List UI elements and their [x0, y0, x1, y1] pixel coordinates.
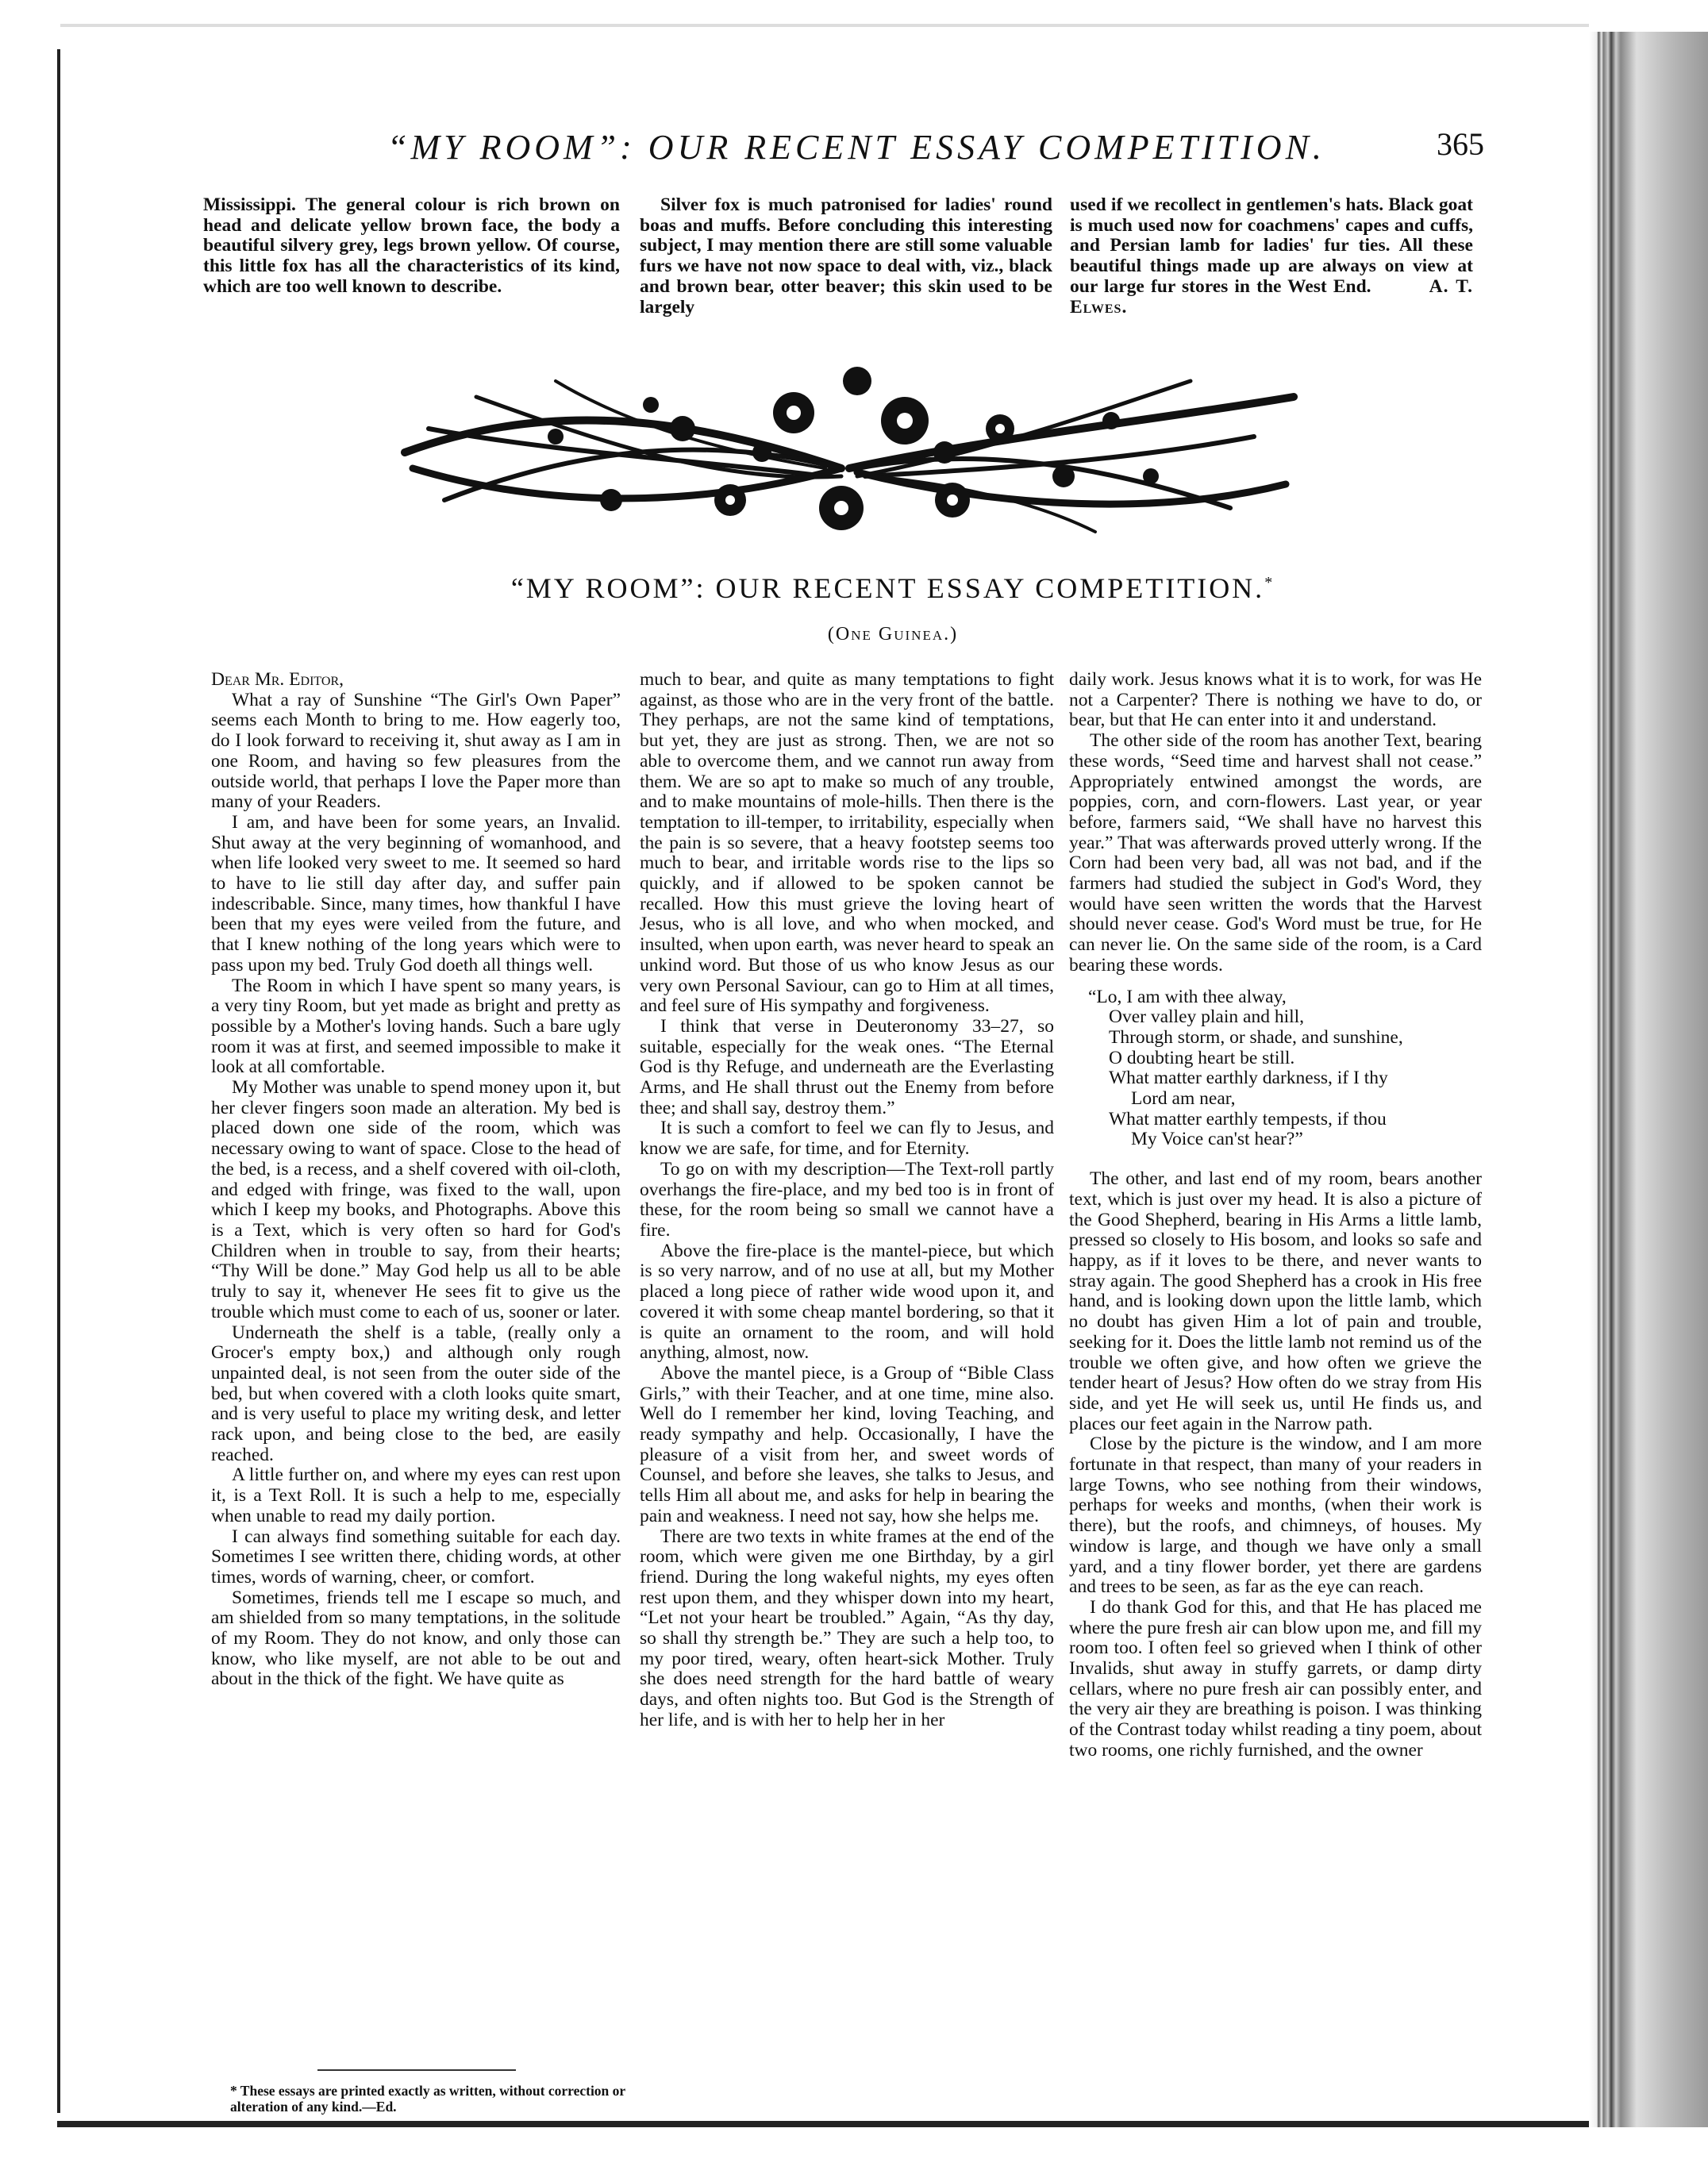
title-footnote-mark: * [1264, 574, 1275, 591]
article-title-text: “MY ROOM”: OUR RECENT ESSAY COMPETITION. [510, 572, 1265, 604]
article-column-2 [640, 670, 1054, 1731]
article-title [349, 572, 1437, 605]
article-paragraph: Above the fire-place is the mantel-piece, but which is so very narrow, and of no use at all, but my Mother placed a long piece of rather wide wood upon it, and covered it with some cheap mantel bordering, so that it is quite an ornament to the room, and will hold anything, almost, now. [640, 1240, 1054, 1364]
previous-article-column-3 [1070, 195, 1473, 318]
floral-ornament-illustration [397, 349, 1302, 548]
article-paragraph: The other, and last end of my room, bears another text, which is just over my head. It is also a picture of the Good Shepherd, bearing in His Arms a little lamb, pressed so closely to His bosom, and looks so safe and happy, as if it loves to be there, and never wants to stray again. The good Shepherd has a crook in His free hand, and is looking down upon the little lamb, which no doubt has given Him a lot of pain and trouble, seeking for it. Does the little lamb not remind us of the trouble we often give, and how often we grieve the tender heart of Jesus? How often do we stray from His side, and yet He will seek us, until He finds us, and places our feet again in the Narrow path. [1069, 1168, 1482, 1434]
article-paragraph: Sometimes, friends tell me I escape so much, and am shielded from so many temptations, in the solitude of my Room. They do not know, and only those can know, who like myself, are not able to be out and about in the thick of the fight. We have quite as [211, 1587, 621, 1690]
page-top-edge [60, 24, 1589, 27]
previous-article-column-2 [640, 195, 1052, 318]
article-paragraph: My Mother was unable to spend money upon it, but her clever fingers soon made an alteration. My bed is placed down one side of the room, which was necessary owing to want of space. Close to the head of the bed, is a recess, and a shelf covered with oil-cloth, and edged with fringe, was fixed to the wall, upon which I keep my books, and Photographs. Above this is a Text, which is very often so hard for God's Children when in trouble to say, from their hearts; “Thy Will be done.” May God help us all to be able truly to say it, whenever He sees fit to give us the trouble which must come to each of us, sooner or later. [211, 1077, 621, 1322]
article-paragraph: much to bear, and quite as many temptations to fight against, as those who are in the very front of the battle. They perhaps, are not the same kind of temptations, but yet, they are just as strong. Then, we are not so able to overcome them, and we cannot run away from them. We are so apt to make so much of any trouble, and to make mountains of mole-hills. Then there is the temptation to ill-temper, to irritability, especially when the pain is so severe, that a heavy footstep seems too much to bear, and irritable words rise to the lips so quickly, and if allowed to be spoken cannot be recalled. How this must grieve the loving heart of Jesus, who is all love, and who when mocked, and insulted, when upon earth, was never heard to speak an unkind word. But those of us who know Jesus as our very own Personal Saviour, can go to Him at all times, and feel sure of His sympathy and forgiveness. [640, 669, 1054, 1017]
article-paragraph: The Room in which I have spent so many years, is a very tiny Room, but yet made as bright and pretty as possible by a Mother's loving hands. Such a bare ugly room it was at first, and seemed impossible to make it look at all comfortable. [211, 975, 621, 1078]
previous-article-paragraph: Silver fox is much patronised for ladies' round boas and muffs. Before concluding this interesting subject, I may mention there are still some valuable furs we have not now space to deal with, viz., black and brown bear, otter beaver; this skin used to be largely [640, 194, 1052, 318]
article-paragraph: I can always find something suitable for each day. Sometimes I see written there, chiding words, at other times, words of warning, cheer, or comfort. [211, 1526, 621, 1588]
article-paragraph: Underneath the shelf is a table, (really only a Grocer's empty box,) and although only rough unpainted deal, is not seen from the outer side of the bed, but when covered with a cloth looks quite smart, and is very useful to place my writing desk, and letter rack upon, and being close to the bed, are easily reached. [211, 1322, 621, 1465]
author-signature: A. T. Elwes. [1070, 275, 1474, 318]
article-paragraph: What a ray of Sunshine “The Girl's Own Paper” seems each Month to bring to me. How eagerly too, do I look forward to receiving it, shut away as I am in one Room, and having so few pleasures from the outside world, that perhaps I love the Paper more than many of your Readers. [211, 689, 621, 813]
poem-line: O doubting heart be still. [1109, 1047, 1295, 1068]
article-paragraph: I am, and have been for some years, an Invalid. Shut away at the very beginning of womanhood, and when life looked very sweet to me. It seemed so hard to have to lie still day after day, and suffer pain indescribable. Since, many times, how thankful I have been that my eyes were veiled from the future, and that I knew nothing of the long years which were to pass upon my bed. Truly God doeth all things well. [211, 811, 621, 976]
article-paragraph: I do thank God for this, and that He has placed me where the pure fresh air can blow upon me, and fill my room too. I often feel so grieved when I think of other Invalids, shut away in stuffy garrets, or damp dirty cellars, where no pure fresh air can possibly enter, and the very air they are breathing is poison. I was thinking of the Contrast today whilst reading a tiny poem, about two rooms, one richly furnished, and the owner [1069, 1596, 1482, 1761]
article-paragraph: I think that verse in Deuteronomy 33–27, so suitable, especially for the weak ones. “The Eternal God is thy Refuge, and underneath are the Everlasting Arms, and He shall thrust out the Enemy from before thee; and shall say, destroy them.” [640, 1015, 1054, 1118]
page-number: 365 [1437, 126, 1484, 162]
page-bottom-border [57, 2121, 1613, 2127]
article-paragraph: The other side of the room has another Text, bearing these words, “Seed time and harvest shall not cease.” Appropriately entwined amongst the words, are poppies, corn, and corn-flowers. Last year, or year before, farmers said, “We shall have no harvest this year.” That was afterwards proved utterly wrong. If the Corn had been very bad, all was not bad, and if the farmers had studied the subject in God's Word, they would have seen written the words that the Harvest should never cease. God's Word must be true, for He can never lie. On the same side of the room, is a Card bearing these words. [1069, 730, 1482, 976]
poem-line: Through storm, or shade, and sunshine, [1109, 1026, 1403, 1048]
page-left-border [57, 49, 60, 2113]
article-paragraph: To go on with my description—The Text-roll partly overhangs the fire-place, and my bed too is in front of these, for the room being so small we cannot have a fire. [640, 1158, 1054, 1241]
article-paragraph: A little further on, and where my eyes can rest upon it, is a Text Roll. It is such a help to me, especially when unable to read my daily portion. [211, 1464, 621, 1526]
article-column-1 [211, 670, 621, 1690]
article-paragraph: Above the mantel piece, is a Group of “Bible Class Girls,” with their Teacher, and at one time, mine also. Well do I remember her kind, loving Teaching, and ready sympathy and help. Occasionally, I have the pleasure of a visit from her, and sweet words of Counsel, and before she leaves, she talks to Jesus, and tells Him all about me, and asks for help in bearing the pain and weakness. I need not say, how she helps me. [640, 1362, 1054, 1526]
poem-line: My Voice can'st hear?” [1131, 1129, 1303, 1150]
article-paragraph: Close by the picture is the window, and I am more fortunate in that respect, than many of your readers in large Towns, who see nothing from their windows, perhaps for weeks and months, (when their work is there), but the roofs, and chimneys, of houses. My window is large, and though we have only a small yard, and a tiny flower border, yet there are gardens and trees to be seen, as far as the eye can reach. [1069, 1434, 1482, 1598]
article-paragraph: There are two texts in white frames at the end of the room, which were given me one Birthday, by a girl friend. During the long wakeful nights, my eyes often rest upon them, and they whisper down into my heart, “Let not your heart be troubled.” Again, “As thy day, so shall thy strength be.” They are such a help too, to my poor tired, weary, often heart-sick Mother. Truly she does need strength for the hard battle of weary days, and often nights too. But God is the Strength of her life, and is with her to help her in her [640, 1526, 1054, 1730]
running-head: “MY ROOM”: OUR RECENT ESSAY COMPETITION. [387, 128, 1325, 167]
poem [1088, 987, 1482, 1151]
poem-line: Lord am near, [1131, 1088, 1236, 1110]
book-page-stack [1589, 32, 1708, 2127]
footnote: * These essays are printed exactly as written, without correction or alteration of any kind.—Ed. [230, 2083, 625, 2115]
footnote-rule [317, 2069, 516, 2071]
salutation: Dear Mr. Editor, [211, 669, 344, 690]
poem-line: What matter earthly darkness, if I thy [1109, 1068, 1388, 1089]
previous-article-column-1 [203, 195, 620, 298]
previous-article-text: used if we recollect in gentlemen's hats. Black goat is much used now for coachmens' capes and cuffs, and Persian lamb for ladies' fur ties. All these beautiful things made up are always on view at our large fur stores in the West End. [1070, 194, 1473, 297]
previous-article-paragraph [1070, 195, 1473, 318]
poem-line: “Lo, I am with thee alway, [1088, 986, 1287, 1007]
article-paragraph: daily work. Jesus knows what it is to work, for was He not a Carpenter? There is nothing we have to do, or bear, but that He can enter into it and understand. [1069, 669, 1482, 731]
article-paragraph: It is such a comfort to feel we can fly to Jesus, and know we are safe, for time, and for Eternity. [640, 1118, 1054, 1160]
article-column-3 [1069, 670, 1482, 1761]
poem-line: What matter earthly tempests, if thou [1109, 1108, 1387, 1130]
previous-article-paragraph: Mississippi. The general colour is rich brown on head and delicate yellow brown face, the body a beautiful silvery grey, legs brown yellow. Of course, this little fox has all the characteristics of its kind, which are too well known to describe. [203, 194, 620, 297]
poem-line: Over valley plain and hill, [1109, 1006, 1305, 1028]
article-subtitle: (One Guinea.) [827, 624, 959, 645]
